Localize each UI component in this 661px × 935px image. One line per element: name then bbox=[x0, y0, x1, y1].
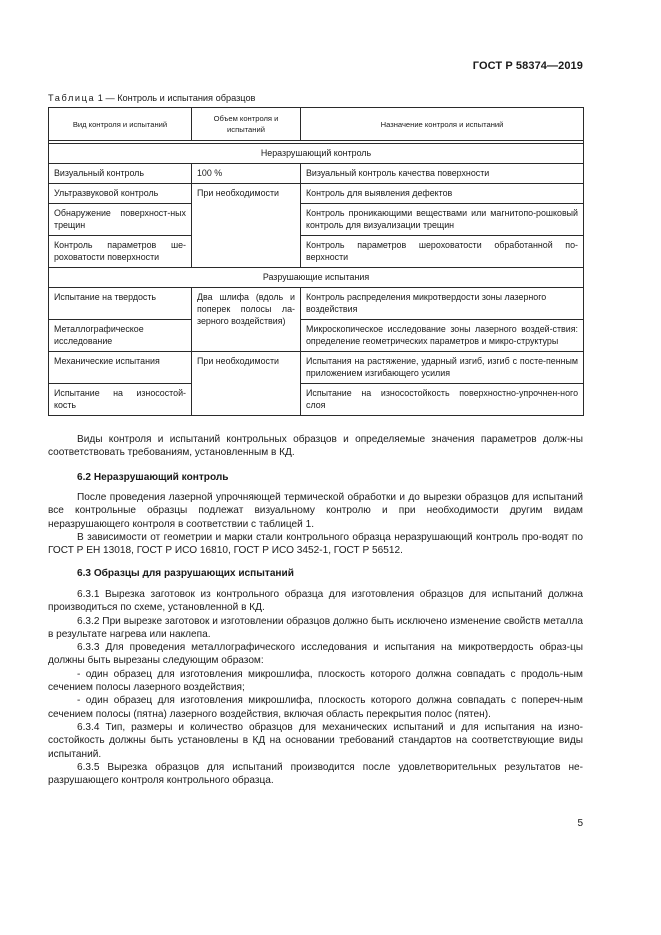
table-caption-label: Таблица bbox=[48, 93, 96, 103]
cell-volume: 100 % bbox=[192, 164, 301, 184]
section-6-2-body bbox=[48, 491, 583, 557]
page-number: 5 bbox=[577, 818, 583, 829]
cell-volume: При необходимости bbox=[192, 184, 301, 268]
cell-volume: Два шлифа (вдоль и поперек полосы ла-зерного воздействия) bbox=[192, 288, 301, 352]
table-header-row bbox=[49, 108, 584, 141]
paragraph: 6.3.4 Тип, размеры и количество образцов для механических испытаний и для испытания на изно-состойкость должны быть установлены в КД на основании требований стандартов на соответствующие виды испытаний. bbox=[48, 721, 583, 760]
cell-purpose: Контроль параметров шероховатости обработанной по-верхности bbox=[301, 236, 584, 268]
cell-kind: Контроль параметров ше-роховатости поверхности bbox=[49, 236, 192, 268]
cell-purpose: Визуальный контроль качества поверхности bbox=[301, 164, 584, 184]
after-table-text bbox=[48, 433, 583, 460]
section-6-2 bbox=[48, 471, 583, 484]
cell-purpose: Испытание на износостойкость поверхностно-упрочнен-ного слоя bbox=[301, 384, 584, 416]
table-row bbox=[49, 236, 584, 268]
cell-kind: Визуальный контроль bbox=[49, 164, 192, 184]
list-item: - один образец для изготовления микрошлифа, плоскость которого должна совпадать с попереч-ным сечением полосы (пятна) лазерного воздействия, включая область перекрытия полос (пятен). bbox=[48, 695, 583, 720]
table-row bbox=[49, 320, 584, 352]
column-header-kind: Вид контроля и испытаний bbox=[49, 108, 192, 141]
cell-kind: Металлографическое исследование bbox=[49, 320, 192, 352]
list-item: - один образец для изготовления микрошлифа, плоскость которого должна совпадать с продоль-ным сечением полосы лазерного воздействия; bbox=[48, 668, 583, 694]
section-6-3-body bbox=[48, 588, 583, 787]
paragraph: В зависимости от геометрии и марки стали контрольного образца неразрушающий контроль про-водят по ГОСТ Р ЕН 13018, ГОСТ Р ИСО 16810, ГОСТ Р ИСО 3452-1, ГОСТ Р 56512. bbox=[48, 531, 583, 557]
cell-kind: Испытание на износостой-кость bbox=[49, 384, 192, 416]
section-nondestructive: Неразрушающий контроль bbox=[49, 144, 584, 164]
paragraph: Виды контроля и испытаний контрольных образцов и определяемые значения параметров долж-ны соответствовать требованиям, установленным в КД. bbox=[48, 434, 583, 459]
paragraph: 6.3.3 Для проведения металлографического исследования и испытания на микротвердость образ-цы должны быть вырезаны следующим образом: bbox=[48, 642, 583, 667]
column-header-purpose: Назначение контроля и испытаний bbox=[301, 108, 584, 141]
heading-6-2: 6.2 Неразрушающий контроль bbox=[77, 472, 229, 483]
cell-kind: Испытание на твердость bbox=[49, 288, 192, 320]
table-caption bbox=[48, 93, 255, 103]
table-caption-text: 1 — Контроль и испытания образцов bbox=[95, 93, 256, 103]
cell-purpose: Испытания на растяжение, ударный изгиб, изгиб с посте-пенным приложением изгибающего усилия bbox=[301, 352, 584, 384]
paragraph: 6.3.2 При вырезке заготовок и изготовлении образцов должно быть исключено изменение свойств металла в результате нагрева или наклепа. bbox=[48, 615, 583, 640]
paragraph: После проведения лазерной упрочняющей термической обработки и до вырезки образцов для испытаний все контрольные образцы подлежат визуальному контролю и при необходимости другим видам неразрушающего контроля в соответствии с таблицей 1. bbox=[48, 492, 583, 530]
cell-kind: Обнаружение поверхност-ных трещин bbox=[49, 204, 192, 236]
section-6-3 bbox=[48, 567, 583, 580]
cell-purpose: Контроль для выявления дефектов bbox=[301, 184, 584, 204]
paragraph: 6.3.1 Вырезка заготовок из контрольного образца для изготовления образцов для испытаний должна производиться по схеме, установленной в КД. bbox=[48, 589, 583, 614]
cell-purpose: Контроль проникающими веществами или магнитопо-рошковый контроль для визуализации трещин bbox=[301, 204, 584, 236]
table-row bbox=[49, 384, 584, 416]
table-row bbox=[49, 204, 584, 236]
table-row bbox=[49, 184, 584, 204]
cell-kind: Ультразвуковой контроль bbox=[49, 184, 192, 204]
cell-volume: При необходимости bbox=[192, 352, 301, 416]
cell-purpose: Микроскопическое исследование зоны лазерного воздей-ствия: определение геометрических параметров и микро-структуры bbox=[301, 320, 584, 352]
standard-code: ГОСТ Р 58374—2019 bbox=[472, 60, 583, 72]
paragraph: 6.3.5 Вырезка образцов для испытаний производится после удовлетворительных результатов не-разрушающего контроля контрольного образца. bbox=[48, 761, 583, 787]
cell-kind: Механические испытания bbox=[49, 352, 192, 384]
heading-6-3: 6.3 Образцы для разрушающих испытаний bbox=[77, 568, 294, 579]
control-table bbox=[48, 107, 584, 416]
column-header-volume: Объем контроля и испытаний bbox=[192, 108, 301, 141]
table-row bbox=[49, 164, 584, 184]
section-destructive: Разрушающие испытания bbox=[49, 268, 584, 288]
table-row bbox=[49, 352, 584, 384]
cell-purpose: Контроль распределения микротвердости зоны лазерного воздействия bbox=[301, 288, 584, 320]
table-row bbox=[49, 288, 584, 320]
